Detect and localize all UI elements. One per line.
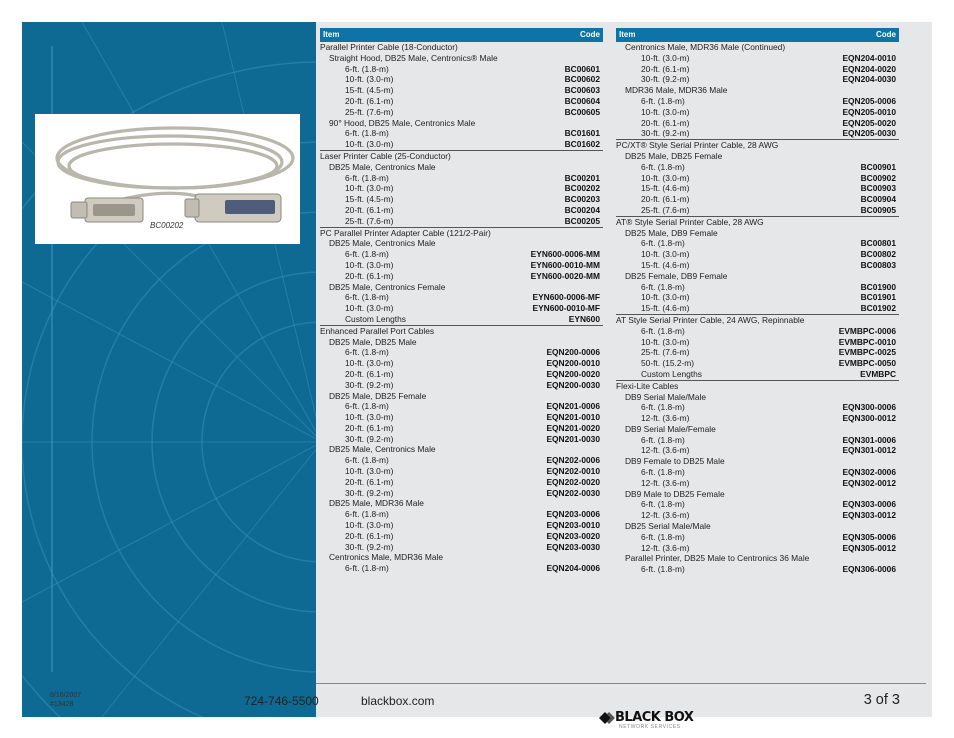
- product-code: EQN306-0006: [842, 564, 896, 575]
- table-row: [616, 118, 899, 129]
- item-label: AT® Style Serial Printer Cable, 28 AWG: [616, 216, 764, 227]
- table-row: [320, 194, 603, 205]
- table-group-heading: [320, 227, 603, 239]
- product-code: BC00601: [564, 63, 600, 74]
- product-code: EQN203-0030: [546, 541, 600, 552]
- product-code: EQN200-0006: [546, 347, 600, 358]
- product-code: EQN205-0030: [842, 128, 896, 139]
- item-label: 15-ft. (4.6-m): [641, 183, 690, 194]
- table-row: [616, 435, 899, 446]
- item-label: 10-ft. (3.0-m): [641, 52, 690, 63]
- product-code: EQN301-0006: [842, 434, 896, 445]
- table-row: [320, 260, 603, 271]
- table-group-heading: [616, 314, 899, 326]
- product-table-left: [320, 28, 603, 574]
- item-label: DB25 Male, DB25 Male: [329, 336, 417, 347]
- table-group-heading: [616, 521, 899, 532]
- item-label: 15-ft. (4.5-m): [345, 85, 394, 96]
- item-label: DB9 Male to DB25 Female: [625, 488, 725, 499]
- item-label: 25-ft. (7.6-m): [641, 204, 690, 215]
- table-row: [320, 542, 603, 553]
- product-code: EQN205-0020: [842, 117, 896, 128]
- table-group-heading: [616, 216, 899, 228]
- item-label: DB25 Male, Centronics Female: [329, 281, 446, 292]
- product-code: EYN600-0006-MM: [530, 249, 600, 260]
- table-group-heading: [616, 456, 899, 467]
- table-row: [320, 358, 603, 369]
- item-label: 6-ft. (1.8-m): [641, 325, 685, 336]
- table-row: [616, 74, 899, 85]
- item-label: 30-ft. (9.2-m): [641, 128, 690, 139]
- item-label: DB25 Male, MDR36 Male: [329, 498, 424, 509]
- table-group-heading: [616, 553, 899, 564]
- table-group-heading: [616, 42, 899, 53]
- item-label: 25-ft. (7.6-m): [641, 347, 690, 358]
- item-label: 20-ft. (6.1-m): [641, 63, 690, 74]
- table-group-heading: [320, 118, 603, 129]
- item-label: 10-ft. (3.0-m): [641, 172, 690, 183]
- product-code: EQN302-0012: [842, 477, 896, 488]
- product-code: EYN600: [568, 313, 600, 324]
- product-code: EQN305-0012: [842, 542, 896, 553]
- product-code: EQN300-0012: [842, 413, 896, 424]
- table-row: [616, 402, 899, 413]
- item-label: 10-ft. (3.0-m): [345, 139, 394, 150]
- item-label: 6-ft. (1.8-m): [345, 292, 389, 303]
- product-code: BC01901: [860, 292, 896, 303]
- item-label: 15-ft. (4.6-m): [641, 303, 690, 314]
- product-code: EQN205-0006: [842, 95, 896, 106]
- logo-text: BLACK BOX: [615, 710, 694, 725]
- table-row: [320, 216, 603, 227]
- table-group-heading: [320, 150, 603, 162]
- item-label: 10-ft. (3.0-m): [345, 259, 394, 270]
- item-label: 6-ft. (1.8-m): [345, 509, 389, 520]
- product-code: EYN600-0010-MM: [530, 259, 600, 270]
- item-label: 20-ft. (6.1-m): [345, 270, 394, 281]
- product-code: EVMBPC: [860, 368, 896, 379]
- product-code: EQN201-0010: [546, 412, 600, 423]
- item-label: 6-ft. (1.8-m): [345, 249, 389, 260]
- product-code: EQN203-0006: [546, 509, 600, 520]
- table-group-heading: [616, 424, 899, 435]
- table-row: [320, 85, 603, 96]
- table-row: [320, 488, 603, 499]
- table-row: [616, 162, 899, 173]
- table-group-heading: [616, 139, 899, 151]
- table-row: [320, 205, 603, 216]
- product-code: EQN203-0020: [546, 530, 600, 541]
- table-row: [616, 543, 899, 554]
- logo-subtext: NETWORK SERVICES: [619, 724, 681, 730]
- product-code: BC00905: [860, 204, 896, 215]
- table-row: [616, 128, 899, 139]
- table-row: [320, 423, 603, 434]
- item-label: 30-ft. (9.2-m): [345, 487, 394, 498]
- table-row: [616, 282, 899, 293]
- item-label: 6-ft. (1.8-m): [345, 563, 389, 574]
- item-label: 15-ft. (4.6-m): [641, 259, 690, 270]
- product-code: EQN204-0020: [842, 63, 896, 74]
- item-label: 20-ft. (6.1-m): [641, 117, 690, 128]
- product-code: EVMBPC-0006: [838, 325, 896, 336]
- header-code: Code: [876, 30, 896, 39]
- table-group-heading: [320, 162, 603, 173]
- item-label: 6-ft. (1.8-m): [345, 128, 389, 139]
- table-row: [616, 183, 899, 194]
- product-code: EQN202-0010: [546, 466, 600, 477]
- product-photo: [35, 114, 300, 244]
- product-code: EQN204-0006: [546, 563, 600, 574]
- table-group-heading: [320, 282, 603, 293]
- table-row: [616, 292, 899, 303]
- product-code: BC00901: [860, 161, 896, 172]
- table-body: [320, 42, 603, 574]
- item-label: 30-ft. (9.2-m): [641, 74, 690, 85]
- product-code: BC00604: [564, 95, 600, 106]
- side-banner: [22, 22, 316, 717]
- item-label: 12-ft. (3.6-m): [641, 445, 690, 456]
- table-group-heading: [616, 489, 899, 500]
- item-label: 6-ft. (1.8-m): [345, 401, 389, 412]
- item-label: 10-ft. (3.0-m): [345, 183, 394, 194]
- table-group-heading: [320, 498, 603, 509]
- item-label: 6-ft. (1.8-m): [641, 434, 685, 445]
- table-body: [616, 42, 899, 575]
- item-label: 6-ft. (1.8-m): [345, 455, 389, 466]
- table-group-heading: [616, 271, 899, 282]
- table-group-heading: [320, 444, 603, 455]
- table-row: [616, 467, 899, 478]
- table-row: [320, 74, 603, 85]
- product-code: EVMBPC-0010: [838, 336, 896, 347]
- item-label: 10-ft. (3.0-m): [345, 520, 394, 531]
- product-code: BC00903: [860, 183, 896, 194]
- item-label: 10-ft. (3.0-m): [345, 74, 394, 85]
- item-label: 15-ft. (4.5-m): [345, 194, 394, 205]
- table-row: [320, 128, 603, 139]
- table-row: [320, 412, 603, 423]
- table-row: [616, 64, 899, 75]
- product-code: EYN600-0020-MM: [530, 270, 600, 281]
- item-label: 6-ft. (1.8-m): [345, 63, 389, 74]
- table-header: [320, 28, 603, 42]
- product-code: EQN200-0010: [546, 358, 600, 369]
- table-row: [320, 434, 603, 445]
- item-label: 6-ft. (1.8-m): [641, 531, 685, 542]
- item-label: 12-ft. (3.6-m): [641, 413, 690, 424]
- product-code: EYN600-0010-MF: [532, 303, 600, 314]
- footer-doc-number: #13428: [50, 701, 74, 708]
- item-label: DB25 Male, Centronics Male: [329, 238, 436, 249]
- table-row: [616, 478, 899, 489]
- table-row: [320, 107, 603, 118]
- product-code: BC01602: [564, 139, 600, 150]
- table-group-heading: [320, 391, 603, 402]
- footer-website-link[interactable]: blackbox.com: [361, 694, 435, 708]
- table-row: [320, 314, 603, 325]
- item-label: DB25 Male, DB25 Female: [329, 390, 427, 401]
- item-label: AT Style Serial Printer Cable, 24 AWG, Repinnable: [616, 314, 805, 325]
- table-row: [320, 531, 603, 542]
- table-row: [616, 532, 899, 543]
- table-row: [616, 445, 899, 456]
- item-label: DB25 Male, Centronics Male: [329, 444, 436, 455]
- table-row: [616, 238, 899, 249]
- table-row: [320, 303, 603, 314]
- page-number: 3 of 3: [863, 692, 900, 708]
- table-group-heading: [320, 552, 603, 563]
- product-code: EQN200-0020: [546, 368, 600, 379]
- product-code: BC01900: [860, 281, 896, 292]
- table-row: [616, 369, 899, 380]
- product-code: BC00204: [564, 204, 600, 215]
- product-code: EQN300-0006: [842, 402, 896, 413]
- item-label: 6-ft. (1.8-m): [641, 95, 685, 106]
- product-code: BC00605: [564, 106, 600, 117]
- footer-divider: [316, 683, 926, 684]
- centronics-connector-icon: [185, 194, 281, 222]
- product-code: BC00203: [564, 194, 600, 205]
- table-row: [320, 520, 603, 531]
- item-label: Parallel Printer, DB25 Male to Centronics 36 Male: [625, 553, 810, 564]
- item-label: 30-ft. (9.2-m): [345, 379, 394, 390]
- item-label: Custom Lengths: [345, 313, 406, 324]
- table-group-heading: [320, 238, 603, 249]
- table-group-heading: [616, 228, 899, 239]
- diamond-logo-icon: [599, 712, 615, 724]
- table-header: [616, 28, 899, 42]
- table-row: [320, 292, 603, 303]
- item-label: 20-ft. (6.1-m): [345, 476, 394, 487]
- item-label: DB9 Serial Male/Male: [625, 391, 706, 402]
- item-label: 6-ft. (1.8-m): [641, 238, 685, 249]
- item-label: 12-ft. (3.6-m): [641, 477, 690, 488]
- product-code: EQN203-0010: [546, 520, 600, 531]
- product-code: EQN200-0030: [546, 379, 600, 390]
- product-code: EQN202-0006: [546, 455, 600, 466]
- table-row: [320, 139, 603, 150]
- db25-connector-icon: [71, 198, 143, 222]
- table-group-heading: [320, 53, 603, 64]
- item-label: 6-ft. (1.8-m): [641, 161, 685, 172]
- item-label: 20-ft. (6.1-m): [345, 530, 394, 541]
- item-label: Straight Hood, DB25 Male, Centronics® Male: [329, 52, 498, 63]
- table-group-heading: [320, 42, 603, 53]
- item-label: 6-ft. (1.8-m): [641, 467, 685, 478]
- product-code: BC00602: [564, 74, 600, 85]
- item-label: 30-ft. (9.2-m): [345, 541, 394, 552]
- item-label: Custom Lengths: [641, 368, 702, 379]
- table-row: [320, 477, 603, 488]
- table-row: [616, 326, 899, 337]
- product-code: EQN201-0030: [546, 433, 600, 444]
- item-label: 10-ft. (3.0-m): [345, 358, 394, 369]
- item-label: 6-ft. (1.8-m): [641, 499, 685, 510]
- table-group-heading: [320, 337, 603, 348]
- table-row: [616, 303, 899, 314]
- item-label: 25-ft. (7.6-m): [345, 215, 394, 226]
- item-label: 20-ft. (6.1-m): [641, 194, 690, 205]
- item-label: DB9 Female to DB25 Male: [625, 456, 725, 467]
- table-row: [320, 563, 603, 574]
- black-box-logo: [599, 711, 697, 737]
- item-label: 10-ft. (3.0-m): [345, 466, 394, 477]
- table-row: [320, 183, 603, 194]
- header-item: Item: [323, 30, 340, 39]
- table-row: [320, 369, 603, 380]
- product-code: EQN202-0020: [546, 476, 600, 487]
- product-table-right: [616, 28, 899, 575]
- table-row: [320, 455, 603, 466]
- product-code: EVMBPC-0050: [838, 358, 896, 369]
- table-row: [616, 260, 899, 271]
- item-label: 20-ft. (6.1-m): [345, 95, 394, 106]
- product-code: EVMBPC-0025: [838, 347, 896, 358]
- item-label: DB25 Male, Centronics Male: [329, 161, 436, 172]
- item-label: 20-ft. (6.1-m): [345, 368, 394, 379]
- table-row: [616, 337, 899, 348]
- item-label: Enhanced Parallel Port Cables: [320, 325, 435, 336]
- item-label: Flexi-Lite Cables: [616, 380, 679, 391]
- item-label: 12-ft. (3.6-m): [641, 510, 690, 521]
- item-label: 20-ft. (6.1-m): [345, 204, 394, 215]
- header-item: Item: [619, 30, 636, 39]
- product-code: EQN202-0030: [546, 487, 600, 498]
- item-label: 6-ft. (1.8-m): [345, 172, 389, 183]
- item-label: 6-ft. (1.8-m): [641, 281, 685, 292]
- table-row: [320, 347, 603, 358]
- table-row: [616, 96, 899, 107]
- item-label: 30-ft. (9.2-m): [345, 433, 394, 444]
- item-label: 90° Hood, DB25 Male, Centronics Male: [329, 117, 476, 128]
- table-group-heading: [616, 151, 899, 162]
- item-label: PC/XT® Style Serial Printer Cable, 28 AWG: [616, 140, 779, 151]
- item-label: DB25 Male, DB25 Female: [625, 150, 723, 161]
- item-label: 10-ft. (3.0-m): [641, 292, 690, 303]
- product-code: BC01601: [564, 128, 600, 139]
- product-code: EQN303-0006: [842, 499, 896, 510]
- product-code: BC00803: [860, 259, 896, 270]
- item-label: Laser Printer Cable (25-Conductor): [320, 150, 451, 161]
- product-code: EQN204-0030: [842, 74, 896, 85]
- item-label: DB25 Serial Male/Male: [625, 521, 711, 532]
- product-code: EQN204-0010: [842, 52, 896, 63]
- table-row: [616, 499, 899, 510]
- table-group-heading: [616, 85, 899, 96]
- table-row: [320, 401, 603, 412]
- item-label: PC Parallel Printer Adapter Cable (121/2-Pair): [320, 227, 491, 238]
- footer-phone: 724-746-5500: [244, 694, 319, 708]
- item-label: 50-ft. (15.2-m): [641, 358, 695, 369]
- product-code: BC00902: [860, 172, 896, 183]
- item-label: 6-ft. (1.8-m): [345, 347, 389, 358]
- table-row: [616, 413, 899, 424]
- product-code: BC00802: [860, 249, 896, 260]
- product-code: EQN305-0006: [842, 531, 896, 542]
- item-label: 10-ft. (3.0-m): [641, 106, 690, 117]
- product-code: EQN302-0006: [842, 467, 896, 478]
- item-label: Centronics Male, MDR36 Male (Continued): [625, 42, 786, 52]
- item-label: DB9 Serial Male/Female: [625, 423, 716, 434]
- table-row: [320, 380, 603, 391]
- table-row: [616, 564, 899, 575]
- table-row: [320, 249, 603, 260]
- item-label: MDR36 Male, MDR36 Male: [625, 85, 728, 96]
- table-row: [616, 249, 899, 260]
- product-code: BC00603: [564, 85, 600, 96]
- product-code: EQN201-0006: [546, 401, 600, 412]
- footer-date: 8/16/2007: [50, 692, 82, 699]
- table-row: [616, 173, 899, 184]
- table-group-heading: [616, 392, 899, 403]
- item-label: 10-ft. (3.0-m): [641, 336, 690, 347]
- item-label: 20-ft. (6.1-m): [345, 422, 394, 433]
- product-code: EYN600-0006-MF: [532, 292, 600, 303]
- table-row: [320, 466, 603, 477]
- item-label: 25-ft. (7.6-m): [345, 106, 394, 117]
- product-code: EQN303-0012: [842, 510, 896, 521]
- table-row: [320, 173, 603, 184]
- item-label: 10-ft. (3.0-m): [641, 249, 690, 260]
- table-row: [320, 509, 603, 520]
- product-code: BC00205: [564, 215, 600, 226]
- table-row: [616, 107, 899, 118]
- product-code: BC01902: [860, 303, 896, 314]
- item-label: Parallel Printer Cable (18-Conductor): [320, 42, 458, 52]
- product-code: EQN301-0012: [842, 445, 896, 456]
- item-label: 10-ft. (3.0-m): [345, 303, 394, 314]
- table-row: [320, 96, 603, 107]
- table-row: [616, 194, 899, 205]
- table-row: [616, 53, 899, 64]
- item-label: 12-ft. (3.6-m): [641, 542, 690, 553]
- table-group-heading: [616, 380, 899, 392]
- product-code: BC00904: [860, 194, 896, 205]
- photo-caption: BC00202: [150, 221, 184, 230]
- table-row: [320, 64, 603, 75]
- item-label: 10-ft. (3.0-m): [345, 412, 394, 423]
- table-row: [320, 271, 603, 282]
- table-row: [616, 358, 899, 369]
- product-code: BC00201: [564, 172, 600, 183]
- table-row: [616, 205, 899, 216]
- item-label: 6-ft. (1.8-m): [641, 402, 685, 413]
- table-group-heading: [320, 325, 603, 337]
- header-code: Code: [580, 30, 600, 39]
- product-code: BC00202: [564, 183, 600, 194]
- item-label: 6-ft. (1.8-m): [641, 564, 685, 575]
- table-row: [616, 347, 899, 358]
- product-code: EQN205-0010: [842, 106, 896, 117]
- table-row: [616, 510, 899, 521]
- item-label: DB25 Female, DB9 Female: [625, 270, 728, 281]
- item-label: Centronics Male, MDR36 Male: [329, 552, 444, 563]
- product-code: BC00801: [860, 238, 896, 249]
- item-label: DB25 Male, DB9 Female: [625, 227, 718, 238]
- product-code: EQN201-0020: [546, 422, 600, 433]
